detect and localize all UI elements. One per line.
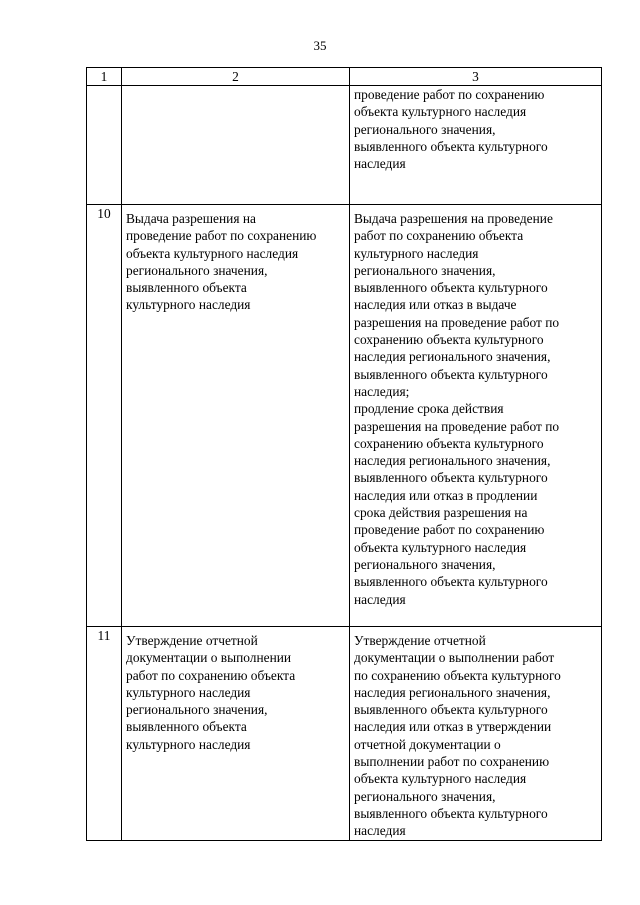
column-header-3: 3 bbox=[350, 68, 602, 86]
row-number: 11 bbox=[87, 627, 122, 841]
column-header-2: 2 bbox=[122, 68, 350, 86]
service-name-text: Выдача разрешения на проведение работ по сохранению объекта культурного наследия регионального значения, выявленного объекта культурного наследия bbox=[126, 211, 317, 313]
service-name-text: Утверждение отчетной документации о выполнении работ по сохранению объекта культурного наследия регионального значения, выявленного объекта культурного наследия bbox=[126, 633, 296, 752]
service-name-cell bbox=[122, 627, 350, 841]
service-name-cell bbox=[122, 205, 350, 627]
services-table bbox=[86, 67, 602, 841]
service-result-cell bbox=[350, 627, 602, 841]
table-row bbox=[87, 627, 602, 841]
service-name-cell bbox=[122, 86, 350, 205]
service-result-text: Утверждение отчетной документации о выполнении работ по сохранению объекта культурного наследия регионального значения, выявленного объекта культурного наследия или отказ в утверждении отчетной документации о выполнении работ по сохранению объекта культурного наследия регионального значения, выявленного объекта культурного наследия bbox=[354, 633, 561, 839]
service-result-cell bbox=[350, 205, 602, 627]
service-result-text: Выдача разрешения на проведение работ по сохранению объекта культурного наследия регионального значения, выявленного объекта культурного наследия или отказ в выдаче разрешения на проведение работ по сохранению объекта культурного наследия регионального значения, выявленного объекта культурного наследия; продление срока действия разрешения на проведение работ по сохранению объекта культурного наследия регионального значения, выявленного объекта культурного наследия или отказ в продлении срока действия разрешения на проведение работ по сохранению объекта культурного наследия регионального значения, выявленного объекта культурного наследия bbox=[354, 211, 560, 607]
table-header-row bbox=[87, 68, 602, 86]
page-number: 35 bbox=[313, 38, 327, 53]
table-row bbox=[87, 205, 602, 627]
table-row bbox=[87, 86, 602, 205]
row-number: 10 bbox=[87, 205, 122, 627]
service-result-cell bbox=[350, 86, 602, 205]
service-result-text: проведение работ по сохранению объекта культурного наследия регионального значения, выявленного объекта культурного наследия bbox=[354, 87, 548, 172]
row-number bbox=[87, 86, 122, 205]
column-header-1: 1 bbox=[87, 68, 122, 86]
